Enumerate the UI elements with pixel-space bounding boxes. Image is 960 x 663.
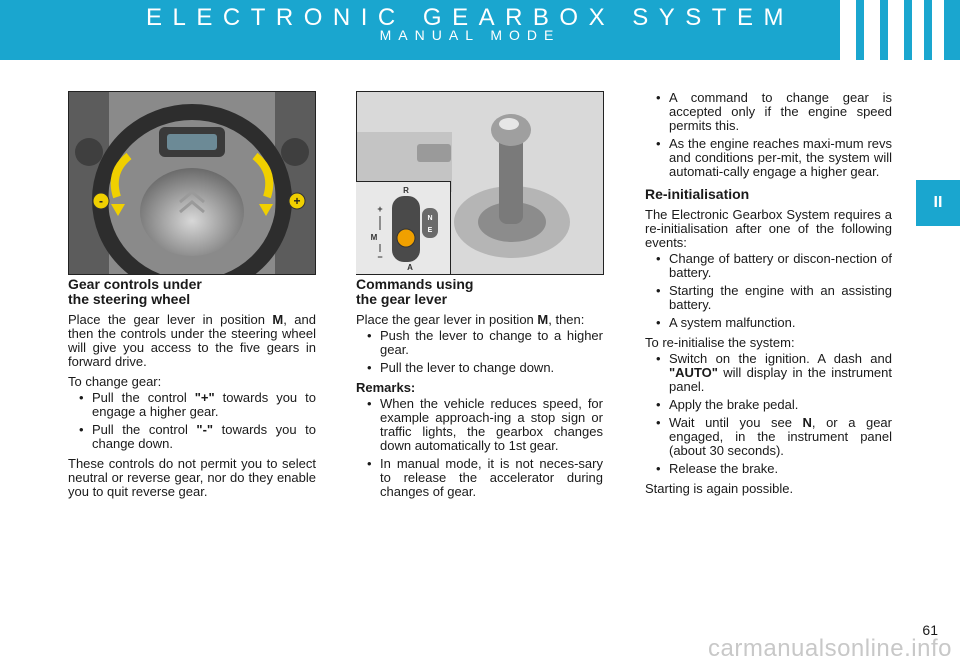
paragraph: To re-initialise the system: <box>645 335 795 350</box>
list-item: • Switch on the ignition. A dash and "AUTO" will display in the instrument panel. <box>656 352 892 394</box>
list-item: • A command to change gear is accepted only if the engine speed permits this. <box>656 91 892 133</box>
section-tab: II <box>916 180 960 226</box>
list-item: • Release the brake. <box>656 462 892 476</box>
page-header <box>0 0 960 60</box>
heading-commands: Commands using the gear lever <box>356 276 474 307</box>
paragraph: Starting is again possible. <box>645 481 794 496</box>
heading-gear-controls: Gear controls under the steering wheel <box>68 276 202 307</box>
list-item: • In manual mode, it is not neces-sary to release the accelerator during changes of gear. <box>367 457 603 499</box>
column-reinitialisation <box>645 91 892 502</box>
list-item: • As the engine reaches maxi-mum revs and conditions per-mit, the system will automati-cally engage a higher gear. <box>656 137 892 179</box>
steering-plus-label: + <box>293 194 301 208</box>
bullet-list <box>68 391 316 451</box>
bullet-list <box>356 329 603 375</box>
steering-wheel-image <box>68 91 316 275</box>
gate-minus-label: − <box>377 252 383 262</box>
list-item: • Change of battery or discon-nection of battery. <box>656 252 892 280</box>
heading-reinitialisation: Re-initialisation <box>645 186 750 202</box>
bullet-list <box>645 352 892 476</box>
heading-remarks: Remarks: <box>356 380 416 395</box>
gate-a-label: A <box>407 263 413 272</box>
list-item: • Pull the control "+" towards you to engage a higher gear. <box>79 391 316 419</box>
gate-n-label: N <box>427 215 433 222</box>
header-stripes <box>840 0 944 60</box>
steering-minus-label: - <box>99 194 103 208</box>
bullet-list <box>356 397 603 499</box>
list-item: • Starting the engine with an assisting battery. <box>656 284 892 312</box>
page-subtitle: MANUAL MODE <box>379 27 561 43</box>
list-item: • Pull the lever to change down. <box>367 361 603 375</box>
column-gear-lever <box>356 277 603 505</box>
gate-e-label: E <box>427 227 433 234</box>
gate-m-label: M <box>370 233 378 242</box>
gear-gate-diagram <box>356 181 451 274</box>
gate-r-label: R <box>403 186 409 195</box>
list-item: • A system malfunction. <box>656 316 892 330</box>
paragraph: To change gear: <box>68 374 162 389</box>
paragraph: These controls do not permit you to select neutral or reverse gear, nor do they enable you to quit reverse gear. <box>68 456 316 499</box>
list-item: • Wait until you see N, or a gear engaged, in the instrument panel (about 30 seconds). <box>656 416 892 458</box>
bullet-list <box>645 91 892 179</box>
list-item: • When the vehicle reduces speed, for example approach-ing a stop sign or traffic lights, the gearbox changes down automatically to 1st gear. <box>367 397 603 453</box>
paragraph: Place the gear lever in position M, then: <box>356 312 585 327</box>
page-number: 61 <box>922 622 938 638</box>
bullet-list <box>645 252 892 330</box>
list-item: • Push the lever to change to a higher gear. <box>367 329 603 357</box>
gate-plus-label: + <box>377 204 383 214</box>
watermark: carmanualsonline.info <box>708 635 952 662</box>
page-title: ELECTRONIC GEARBOX SYSTEM <box>146 4 794 31</box>
paragraph: Place the gear lever in position M, and then the controls under the steering wheel will give you access to the five gears in forward drive. <box>68 312 316 369</box>
column-steering-controls <box>68 277 316 505</box>
list-item: • Pull the control "-" towards you to change down. <box>79 423 316 451</box>
list-item: • Apply the brake pedal. <box>656 398 892 412</box>
paragraph: The Electronic Gearbox System requires a re-initialisation after one of the following events: <box>645 207 892 250</box>
